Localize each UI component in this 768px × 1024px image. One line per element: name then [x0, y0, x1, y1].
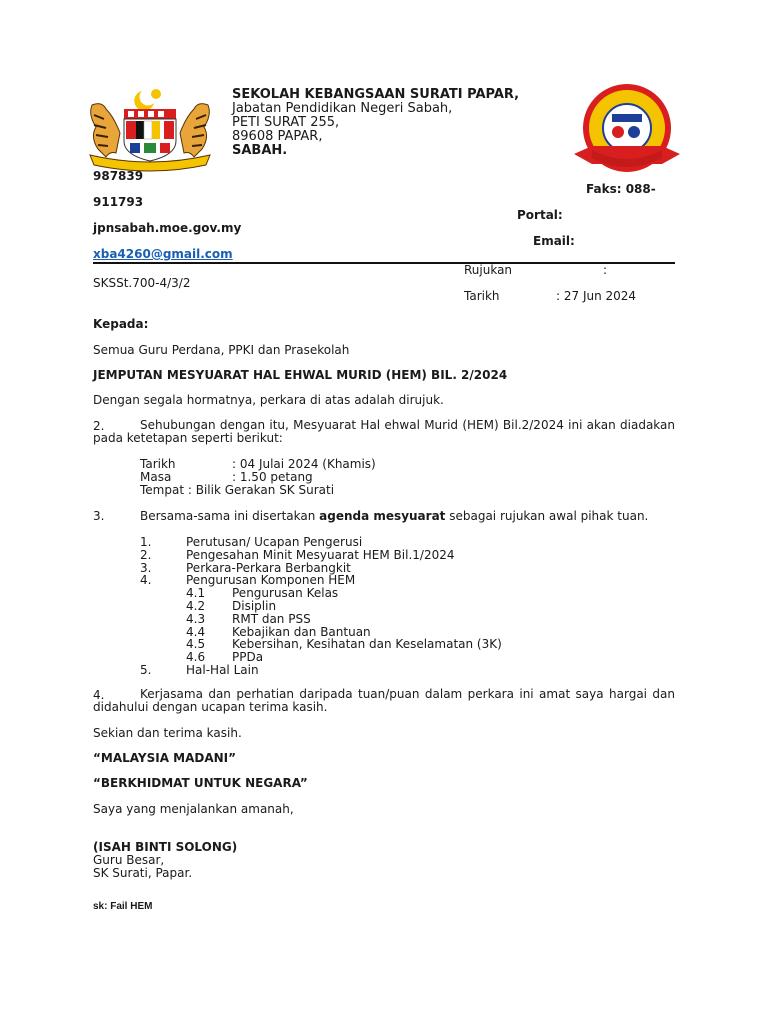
email-label: Email:: [533, 234, 575, 248]
agenda-item-text: Perkara-Perkara Berbangkit: [186, 561, 351, 575]
agenda-item-number: 4.: [140, 573, 152, 587]
agenda-item-text: Pengesahan Minit Mesyuarat HEM Bil.1/2024: [186, 548, 455, 562]
agenda-item-text: RMT dan PSS: [232, 612, 311, 626]
agenda-item-text: Pengurusan Kelas: [232, 586, 339, 600]
agenda-item-number: 4.5: [186, 637, 206, 651]
para3-number: 3.: [93, 509, 105, 523]
sign-intro: Saya yang menjalankan amanah,: [93, 802, 294, 816]
school-crest-logo: [572, 84, 682, 180]
signer-org: SK Surati, Papar.: [93, 866, 193, 880]
agenda-item-text: Perutusan/ Ucapan Pengerusi: [186, 535, 363, 549]
agenda-item-number: 5.: [140, 663, 152, 677]
para4-number: 4.: [93, 688, 105, 702]
header-divider: [93, 262, 675, 264]
signer-title: Guru Besar,: [93, 853, 165, 867]
salutation-line: Dengan segala hormatnya, perkara di atas adalah dirujuk.: [93, 393, 444, 407]
para2-number: 2.: [93, 419, 105, 433]
tarikh-value: : 27 Jun 2024: [556, 289, 637, 303]
agenda-item-text: Disiplin: [232, 599, 277, 613]
letter-subject: JEMPUTAN MESYUARAT HAL EHWAL MURID (HEM) BIL. 2/2024: [93, 368, 508, 382]
tarikh-label: Tarikh: [464, 289, 500, 303]
school-crest-icon: [572, 84, 682, 180]
reference-number: SKSSt.700-4/3/2: [93, 276, 191, 290]
para3-bold: agenda mesyuarat: [319, 509, 446, 523]
cc-line: sk: Fail HEM: [93, 901, 153, 912]
para2-text: [93, 419, 675, 445]
portal-url: jpnsabah.moe.gov.my: [93, 221, 242, 235]
recipients-line: Semua Guru Perdana, PPKI dan Prasekolah: [93, 343, 350, 357]
po-box-line: PETI SURAT 255,: [232, 115, 340, 130]
para3-pre: Bersama-sama ini disertakan: [140, 509, 320, 523]
rujukan-colon: :: [603, 263, 608, 277]
postcode-line: 89608 PAPAR,: [232, 129, 323, 144]
agenda-item-number: 2.: [140, 548, 152, 562]
agenda-item-text: Pengurusan Komponen HEM: [186, 573, 356, 587]
agenda-item-text: Hal-Hal Lain: [186, 663, 259, 677]
para2-body: Sehubungan dengan itu, Mesyuarat Hal ehwal Murid (HEM) Bil.2/2024 ini akan diadakan pada ketetapan seperti berikut:: [93, 418, 675, 445]
agenda-item-text: Kebersihan, Kesihatan dan Keselamatan (3K): [232, 637, 502, 651]
detail-masa-label: Masa: [140, 470, 172, 484]
school-name: SEKOLAH KEBANGSAAN SURATI PAPAR,: [232, 87, 520, 102]
coat-of-arms-icon: [86, 85, 214, 177]
agenda-item-number: 4.1: [186, 586, 206, 600]
signer-name: (ISAH BINTI SOLONG): [93, 840, 238, 854]
department-line: Jabatan Pendidikan Negeri Sabah,: [232, 101, 453, 116]
detail-masa-value: : 1.50 petang: [232, 470, 313, 484]
para4-text: [93, 688, 675, 714]
agenda-item-text: Kebajikan dan Bantuan: [232, 625, 371, 639]
email-link[interactable]: xba4260@gmail.com: [93, 247, 233, 261]
para3-text: [140, 509, 648, 523]
state-line: SABAH.: [232, 143, 288, 158]
agenda-item-text: PPDa: [232, 650, 264, 664]
motto-malaysia-madani: “MALAYSIA MADANI”: [93, 751, 237, 765]
fax-number: 911793: [93, 195, 144, 209]
agenda-item-number: 4.3: [186, 612, 206, 626]
kepada-label: Kepada:: [93, 317, 149, 331]
portal-label: Portal:: [517, 208, 563, 222]
detail-tarikh-value: : 04 Julai 2024 (Khamis): [232, 457, 376, 471]
closing-line: Sekian dan terima kasih.: [93, 726, 242, 740]
phone-number-part: 987839: [93, 169, 144, 183]
para3-post: sebagai rujukan awal pihak tuan.: [445, 509, 649, 523]
agenda-item-number: 4.2: [186, 599, 206, 613]
agenda-item-number: 3.: [140, 561, 152, 575]
rujukan-label: Rujukan: [464, 263, 513, 277]
agenda-item-number: 4.6: [186, 650, 206, 664]
detail-tarikh-label: Tarikh: [140, 457, 176, 471]
coat-of-arms-logo: [86, 85, 214, 177]
agenda-item-number: 4.4: [186, 625, 206, 639]
para4-body: Kerjasama dan perhatian daripada tuan/puan dalam perkara ini amat saya hargai dan didahului dengan ucapan terima kasih.: [93, 687, 675, 714]
motto-berkhidmat: “BERKHIDMAT UNTUK NEGARA”: [93, 776, 308, 790]
detail-tempat-line: Tempat : Bilik Gerakan SK Surati: [140, 483, 335, 497]
fax-label: Faks: 088-: [586, 182, 656, 196]
agenda-item-number: 1.: [140, 535, 152, 549]
